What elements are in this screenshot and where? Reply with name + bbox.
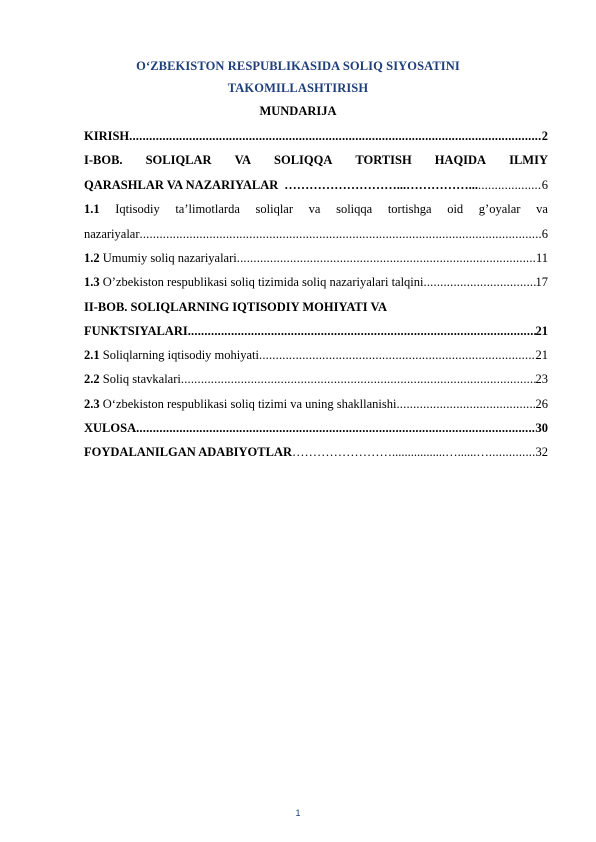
toc-label: II-BOB. SOLIQLARNING IQTISODIY MOHIYATI VA [84, 300, 387, 314]
toc-page-number: 17 [535, 275, 548, 289]
toc-section-number: 1.2 [84, 251, 100, 265]
toc-page-number: 30 [535, 421, 548, 435]
toc-page-number: 21 [535, 324, 548, 338]
toc-label: QARASHLAR VA NAZARIYALAR [84, 178, 279, 192]
toc-entry-bob2-line2[interactable] [84, 324, 548, 339]
toc-leader [136, 421, 535, 436]
toc-leader [489, 445, 536, 460]
toc-word: TORTISH [355, 153, 412, 167]
toc-entry-1-1-line2[interactable] [84, 227, 548, 242]
toc-leader [181, 372, 536, 387]
toc-entry-adabiyotlar[interactable] [84, 445, 548, 460]
toc-label: Umumiy soliq nazariyalari [99, 251, 237, 265]
toc-word: ta’limotlarda [175, 202, 240, 216]
toc-word: tortishga [387, 202, 432, 216]
toc-label: FOYDALANILGAN ADABIYOTLAR [84, 445, 293, 459]
toc-section-number: 1.1 [84, 202, 100, 216]
document-title-line-2: TAKOMILLASHTIRISH [227, 81, 369, 95]
toc-page-number: 2 [541, 129, 548, 143]
toc-leader [237, 251, 536, 266]
toc-section-number: 2.3 [84, 397, 100, 411]
toc-word: Iqtisodiy [115, 202, 160, 216]
toc-leader [259, 348, 536, 363]
toc-page-number: 6 [541, 227, 548, 241]
toc-word: I-BOB. [84, 153, 123, 167]
toc-page-number: 32 [535, 445, 548, 459]
toc-page-number: 26 [535, 397, 548, 411]
toc-entry-1-2[interactable] [84, 251, 548, 266]
toc-label: Soliq stavkalari [99, 372, 181, 386]
toc-entry-bob1-line2[interactable] [84, 178, 548, 193]
toc-entry-2-3[interactable] [84, 397, 548, 412]
toc-word: g’oyalar [478, 202, 521, 216]
toc-leader [188, 324, 536, 339]
toc-entry-kirish[interactable] [84, 129, 548, 144]
toc-section-number: 2.2 [84, 372, 100, 386]
toc-entry-1-1-line1[interactable] [84, 202, 548, 217]
toc-page-number: 23 [535, 372, 548, 386]
toc-word: soliqlar [255, 202, 294, 216]
toc-word: HAQIDA [434, 153, 487, 167]
toc-page-number: 21 [535, 348, 548, 362]
toc-page-number: 11 [535, 251, 548, 265]
toc-label: KIRISH [84, 129, 130, 143]
document-title-line-1: O‘ZBEKISTON RESPUBLIKASIDA SOLIQ SIYOSATINI [136, 59, 460, 73]
toc-section-number: 2.1 [84, 348, 100, 362]
toc-page-number: 6 [541, 178, 548, 192]
toc-entry-2-2[interactable] [84, 372, 548, 387]
toc-section-number: 1.3 [84, 275, 100, 289]
toc-label: O‘zbekiston respublikasi soliq tizimi va uning shakllanishi [99, 397, 397, 411]
toc-word: SOLIQLAR [145, 153, 212, 167]
toc-word: SOLIQQA [274, 153, 333, 167]
toc-heading: MUNDARIJA [259, 104, 337, 118]
toc-label: O’zbekiston respublikasi soliq tizimida soliq nazariyalari talqini [99, 275, 424, 289]
toc-label: XULOSA [84, 421, 137, 435]
toc-word: VA [234, 153, 252, 167]
toc-entry-bob2-line1[interactable] [84, 300, 548, 315]
toc-entry-1-3[interactable] [84, 275, 548, 290]
toc-leader [396, 397, 535, 412]
toc-leader-text: ………………………...……………... [284, 178, 479, 192]
toc-leader-text: …………………….................…......… [292, 445, 489, 459]
toc-word: va [536, 202, 548, 216]
page-number-footer: 1 [295, 808, 301, 818]
toc-leader [424, 275, 536, 290]
toc-entry-2-1[interactable] [84, 348, 548, 363]
toc-leader [478, 178, 542, 193]
toc-leader [129, 129, 542, 144]
toc-leader [140, 227, 542, 242]
toc-label: FUNKTSIYALARI [84, 324, 188, 338]
toc-word: soliqqa [336, 202, 373, 216]
toc-entry-xulosa[interactable] [84, 421, 548, 436]
toc-label: nazariyalar [84, 227, 140, 241]
toc-word: ILMIY [509, 153, 548, 167]
toc-word: oid [447, 202, 464, 216]
toc-word: va [308, 202, 321, 216]
toc-entry-bob1-line1[interactable] [84, 153, 548, 168]
toc-label: Soliqlarning iqtisodiy mohiyati [99, 348, 259, 362]
